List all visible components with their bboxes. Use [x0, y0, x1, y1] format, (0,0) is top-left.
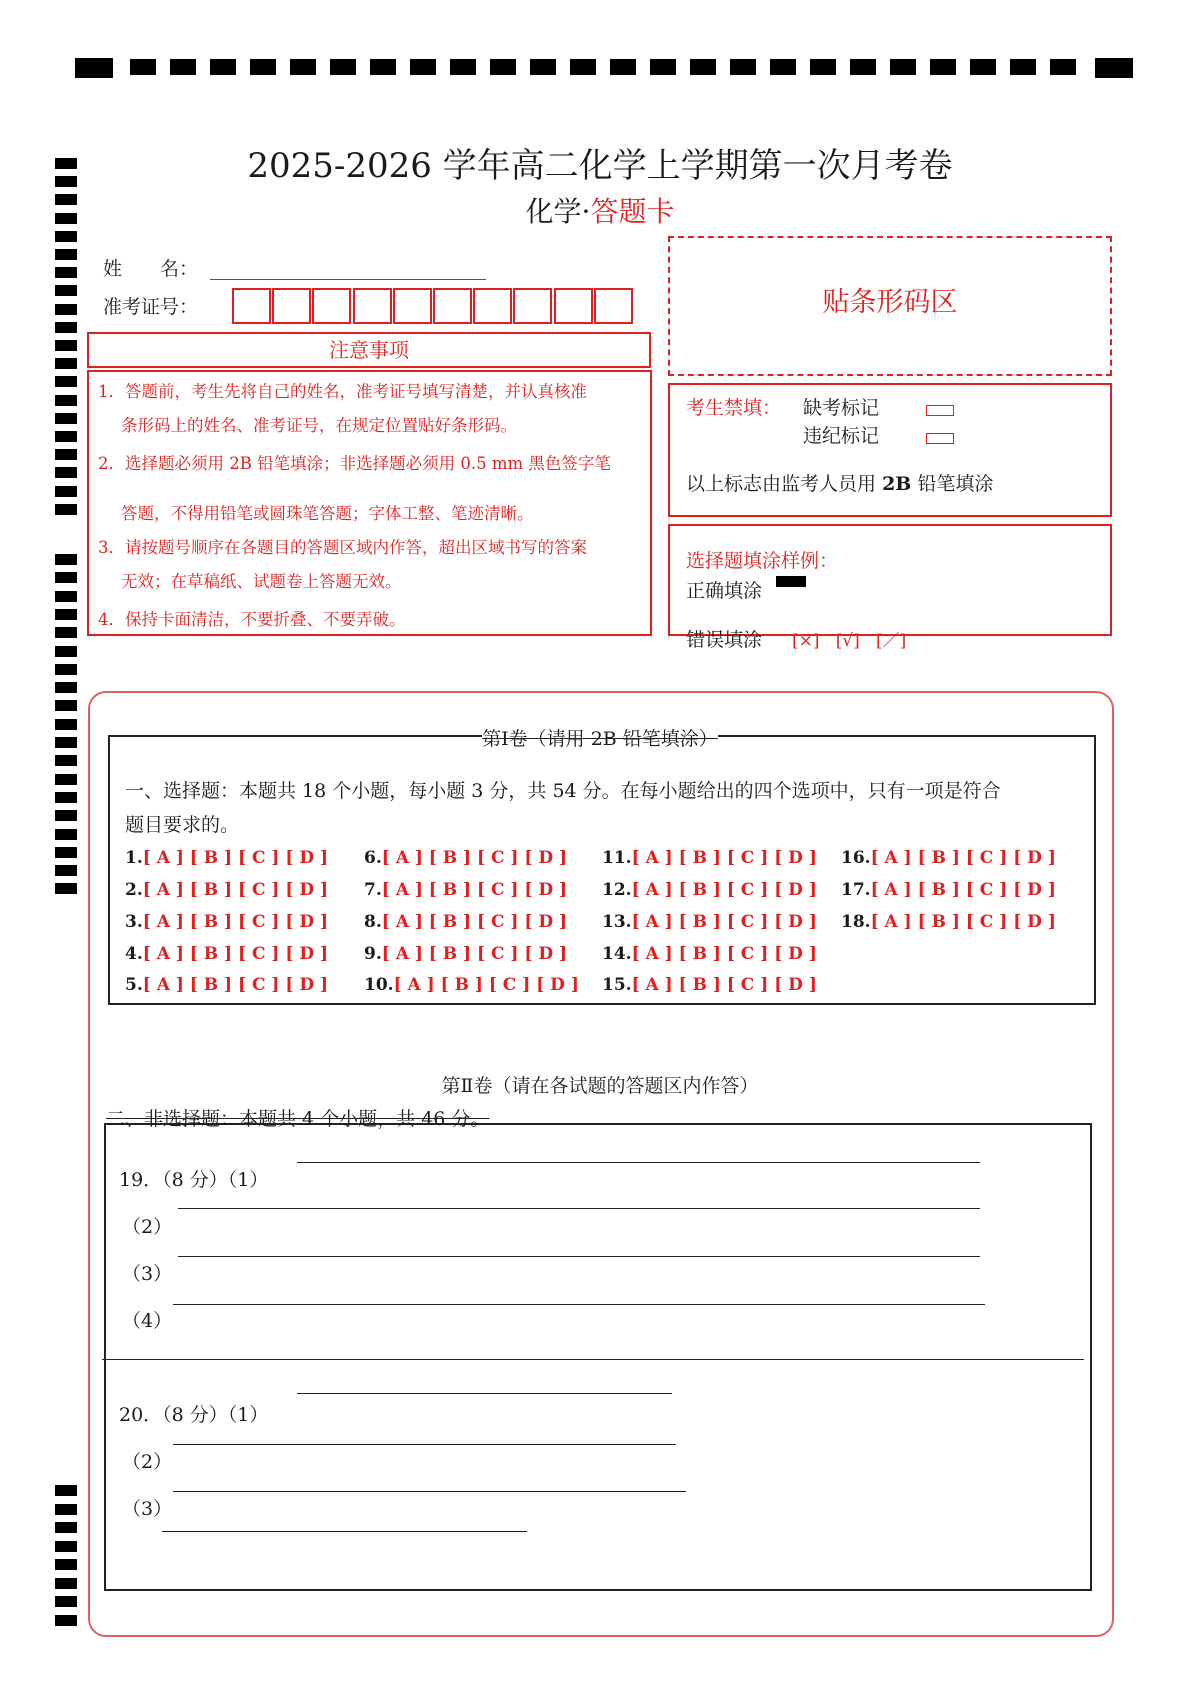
- timing-mark: [55, 376, 77, 387]
- mc-question-number: 12.: [602, 880, 632, 900]
- mc-options[interactable]: [ A ] [ B ] [ C ] [ D ]: [631, 880, 817, 900]
- timing-mark: [55, 883, 77, 894]
- notice-title: 注意事项: [87, 332, 651, 368]
- mc-question[interactable]: [602, 944, 817, 964]
- part2-heading: 第Ⅱ卷（请在各试题的答题区内作答）: [441, 1075, 759, 1097]
- mc-question[interactable]: [602, 848, 817, 868]
- mc-options[interactable]: [ A ] [ B ] [ C ] [ D ]: [631, 944, 817, 964]
- mc-question-number: 4.: [125, 944, 143, 964]
- subtitle-subject: 化学·: [525, 195, 591, 228]
- mc-options[interactable]: [ A ] [ B ] [ C ] [ D ]: [631, 975, 817, 995]
- mc-options[interactable]: [ A ] [ B ] [ C ] [ D ]: [631, 912, 817, 932]
- timing-mark: [55, 646, 77, 657]
- mc-question-number: 6.: [364, 848, 382, 868]
- timing-mark: [55, 664, 77, 675]
- proctor-note-pre: 以上标志由监考人员用: [686, 473, 877, 495]
- mc-question-number: 7.: [364, 880, 382, 900]
- timing-mark: [55, 1504, 77, 1515]
- exam-id-digit-box[interactable]: [594, 288, 633, 324]
- timing-mark: [55, 792, 77, 803]
- name-field[interactable]: [210, 279, 486, 280]
- timing-mark: [55, 572, 77, 583]
- timing-mark: [55, 829, 77, 840]
- part1-heading-text: 第Ⅰ卷（请用 2B 铅笔填涂）: [482, 728, 718, 750]
- mc-question-number: 13.: [602, 912, 632, 932]
- fill-sample-box: [668, 524, 1112, 651]
- timing-mark: [55, 847, 77, 858]
- mc-question[interactable]: [364, 944, 567, 964]
- timing-mark: [1050, 59, 1076, 75]
- timing-mark: [55, 1485, 77, 1496]
- mc-question-number: 11.: [602, 848, 632, 868]
- timing-mark: [55, 1596, 77, 1607]
- proctor-box: [668, 383, 1112, 517]
- timing-mark: [55, 774, 77, 785]
- timing-mark: [970, 59, 996, 75]
- q19-answer-line-2[interactable]: [178, 1208, 980, 1209]
- notice-line-5: 3．请按题号顺序在各题目的答题区域内作答，超出区域书写的答案: [98, 538, 587, 557]
- open-question-box: [104, 1123, 1092, 1591]
- timing-mark: [55, 231, 77, 242]
- exam-id-digit-box[interactable]: [393, 288, 432, 324]
- timing-mark: [55, 395, 77, 406]
- mc-options[interactable]: [ A ] [ B ] [ C ] [ D ]: [142, 975, 329, 995]
- timing-mark: [290, 59, 316, 75]
- q20-lead: 20．（8 分）（1）: [119, 1404, 269, 1426]
- q19-sub-4: （4）: [122, 1310, 173, 1332]
- wrong-fill-marks: [×] [√] [／]: [792, 631, 907, 651]
- exam-id-digit-box[interactable]: [232, 288, 271, 324]
- mc-options[interactable]: [ A ] [ B ] [ C ] [ D ]: [870, 880, 1056, 900]
- q20-answer-line-1[interactable]: [297, 1393, 672, 1394]
- mc-question-number: 5.: [125, 975, 143, 995]
- top-timing-marks: [75, 58, 1133, 78]
- timing-mark: [55, 413, 77, 424]
- q20-answer-line-3[interactable]: [173, 1491, 686, 1492]
- mc-question[interactable]: [841, 848, 1056, 868]
- mc-question[interactable]: [125, 880, 328, 900]
- mc-question[interactable]: [364, 848, 567, 868]
- q20-answer-line-2[interactable]: [173, 1444, 676, 1445]
- notice-box: [87, 370, 652, 636]
- exam-id-digit-box[interactable]: [272, 288, 311, 324]
- mc-question[interactable]: [602, 880, 817, 900]
- q19-lead: 19．（8 分）（1）: [119, 1169, 269, 1191]
- q19-answer-line-3[interactable]: [178, 1256, 980, 1257]
- violation-mark-box[interactable]: [926, 433, 954, 444]
- proctor-label: 考生禁填：: [686, 397, 782, 419]
- timing-mark: [55, 285, 77, 296]
- notice-line-4: 答题，不得用铅笔或圆珠笔答题；字体工整、笔迹清晰。: [121, 504, 534, 523]
- page-subtitle: [0, 190, 1200, 230]
- exam-id-digit-box[interactable]: [554, 288, 593, 324]
- part1-instruction-2: 题目要求的。: [125, 814, 240, 836]
- mc-question[interactable]: [125, 912, 328, 932]
- mc-question[interactable]: [602, 912, 817, 932]
- mc-question[interactable]: [364, 975, 579, 995]
- timing-mark: [55, 267, 77, 278]
- timing-mark: [850, 59, 876, 75]
- mc-question[interactable]: [364, 912, 567, 932]
- exam-id-digit-box[interactable]: [473, 288, 512, 324]
- mc-options[interactable]: [ A ] [ B ] [ C ] [ D ]: [381, 848, 568, 868]
- proctor-note-bold: 2B: [882, 473, 912, 495]
- mc-question-number: 9.: [364, 944, 382, 964]
- timing-mark: [55, 627, 77, 638]
- name-label: 姓 名：: [103, 258, 199, 280]
- timing-mark: [55, 504, 77, 515]
- timing-mark: [570, 59, 596, 75]
- timing-mark: [130, 59, 156, 75]
- mc-question-number: 14.: [602, 944, 632, 964]
- timing-mark: [55, 1522, 77, 1533]
- timing-mark: [55, 810, 77, 821]
- timing-mark: [810, 59, 836, 75]
- mc-question[interactable]: [125, 848, 328, 868]
- mc-options[interactable]: [ A ] [ B ] [ C ] [ D ]: [631, 848, 817, 868]
- proctor-note-post: 铅笔填涂: [917, 473, 994, 495]
- mc-options[interactable]: [ A ] [ B ] [ C ] [ D ]: [381, 880, 568, 900]
- notice-line-3: 2．选择题必须用 2B 铅笔填涂；非选择题必须用 0.5 mm 黑色签字笔: [98, 454, 611, 473]
- sample-title: 选择题填涂样例：: [686, 550, 839, 572]
- notice-line-1: 1．答题前，考生先将自己的姓名，准考证号填写清楚，并认真核准: [98, 382, 587, 401]
- timing-mark: [450, 59, 476, 75]
- part1-heading: [0, 724, 1200, 751]
- subtitle-answer-sheet: 答题卡: [590, 195, 675, 228]
- timing-mark: [55, 1615, 77, 1626]
- part1-instruction-1: 一、选择题：本题共 18 个小题，每小题 3 分，共 54 分。在每小题给出的四个选项中，只有一项是符合: [125, 780, 1001, 802]
- timing-mark: [250, 59, 276, 75]
- timing-mark: [55, 1559, 77, 1570]
- timing-mark: [55, 322, 77, 333]
- q20-answer-line-4[interactable]: [162, 1531, 527, 1532]
- q20-sub-2: （2）: [122, 1451, 173, 1473]
- absent-mark-label: 缺考标记: [803, 397, 880, 419]
- timing-mark: [55, 700, 77, 711]
- timing-mark: [55, 609, 77, 620]
- timing-mark: [530, 59, 556, 75]
- correct-fill-mark: [776, 576, 806, 587]
- timing-mark: [55, 554, 77, 565]
- timing-mark: [890, 59, 916, 75]
- timing-mark: [730, 59, 756, 75]
- timing-mark: [55, 1541, 77, 1552]
- timing-mark: [1095, 58, 1133, 78]
- barcode-area: 贴条形码区: [668, 236, 1112, 376]
- violation-mark-label: 违纪标记: [803, 425, 880, 447]
- mc-options[interactable]: [ A ] [ B ] [ C ] [ D ]: [870, 912, 1056, 932]
- timing-mark: [410, 59, 436, 75]
- notice-line-2: 条形码上的姓名、准考证号，在规定位置贴好条形码。: [121, 416, 517, 435]
- mc-options[interactable]: [ A ] [ B ] [ C ] [ D ]: [142, 944, 329, 964]
- q19-answer-line-4[interactable]: [173, 1304, 985, 1305]
- absent-mark-box[interactable]: [926, 405, 954, 416]
- mc-options[interactable]: [ A ] [ B ] [ C ] [ D ]: [142, 880, 329, 900]
- mc-question-number: 15.: [602, 975, 632, 995]
- correct-fill-label: 正确填涂: [686, 580, 763, 602]
- timing-mark: [930, 59, 956, 75]
- timing-mark: [55, 449, 77, 460]
- mc-question-number: 17.: [841, 880, 871, 900]
- proctor-note: [686, 469, 993, 496]
- timing-mark: [610, 59, 636, 75]
- mc-options[interactable]: [ A ] [ B ] [ C ] [ D ]: [381, 944, 568, 964]
- q19-sub-3: （3）: [122, 1263, 173, 1285]
- timing-mark: [210, 59, 236, 75]
- timing-mark: [55, 340, 77, 351]
- timing-mark: [55, 865, 77, 876]
- timing-mark: [55, 1578, 77, 1589]
- timing-mark: [330, 59, 356, 75]
- notice-line-6: 无效；在草稿纸、试题卷上答题无效。: [121, 572, 402, 591]
- mc-question-number: 18.: [841, 912, 871, 932]
- mc-question-number: 10.: [364, 975, 394, 995]
- timing-mark: [55, 431, 77, 442]
- q19-sub-2: （2）: [122, 1216, 173, 1238]
- mc-question[interactable]: [125, 975, 328, 995]
- wrong-fill-label: 错误填涂: [686, 629, 763, 651]
- timing-mark: [55, 304, 77, 315]
- part2-instruction: 二、非选择题：本题共 4 个小题，共 46 分。: [106, 1108, 490, 1130]
- mc-question[interactable]: [841, 880, 1056, 900]
- q19-q20-divider: [102, 1359, 1084, 1360]
- mc-question-number: 2.: [125, 880, 143, 900]
- q19-answer-line-1[interactable]: [297, 1162, 980, 1163]
- exam-id-label: 准考证号：: [103, 296, 199, 318]
- mc-question-number: 3.: [125, 912, 143, 932]
- exam-id-digit-box[interactable]: [513, 288, 552, 324]
- mc-question[interactable]: [602, 975, 817, 995]
- exam-id-digit-box[interactable]: [312, 288, 351, 324]
- timing-mark: [55, 591, 77, 602]
- mc-question[interactable]: [125, 944, 328, 964]
- timing-mark: [490, 59, 516, 75]
- mc-question[interactable]: [364, 880, 567, 900]
- mc-question-number: 16.: [841, 848, 871, 868]
- timing-mark: [690, 59, 716, 75]
- timing-mark: [55, 755, 77, 766]
- notice-line-7: 4．保持卡面清洁，不要折叠、不要弄破。: [98, 610, 406, 629]
- mc-options[interactable]: [ A ] [ B ] [ C ] [ D ]: [870, 848, 1056, 868]
- mc-question-number: 8.: [364, 912, 382, 932]
- timing-mark: [170, 59, 196, 75]
- mc-question[interactable]: [841, 912, 1056, 932]
- q20-sub-3: （3）: [122, 1498, 173, 1520]
- mc-options[interactable]: [ A ] [ B ] [ C ] [ D ]: [381, 912, 568, 932]
- timing-mark: [1010, 59, 1036, 75]
- timing-mark: [55, 467, 77, 478]
- timing-mark: [370, 59, 396, 75]
- mc-options[interactable]: [ A ] [ B ] [ C ] [ D ]: [142, 912, 329, 932]
- timing-mark: [55, 249, 77, 260]
- exam-id-digit-box[interactable]: [433, 288, 472, 324]
- exam-id-digit-box[interactable]: [353, 288, 392, 324]
- mc-options[interactable]: [ A ] [ B ] [ C ] [ D ]: [142, 848, 329, 868]
- timing-mark: [55, 486, 77, 497]
- timing-mark: [55, 682, 77, 693]
- timing-mark: [55, 358, 77, 369]
- timing-mark: [75, 58, 113, 78]
- mc-question-number: 1.: [125, 848, 143, 868]
- mc-options[interactable]: [ A ] [ B ] [ C ] [ D ]: [393, 975, 579, 995]
- timing-mark: [770, 59, 796, 75]
- timing-mark: [650, 59, 676, 75]
- page-title: 2025-2026 学年高二化学上学期第一次月考卷: [247, 146, 953, 186]
